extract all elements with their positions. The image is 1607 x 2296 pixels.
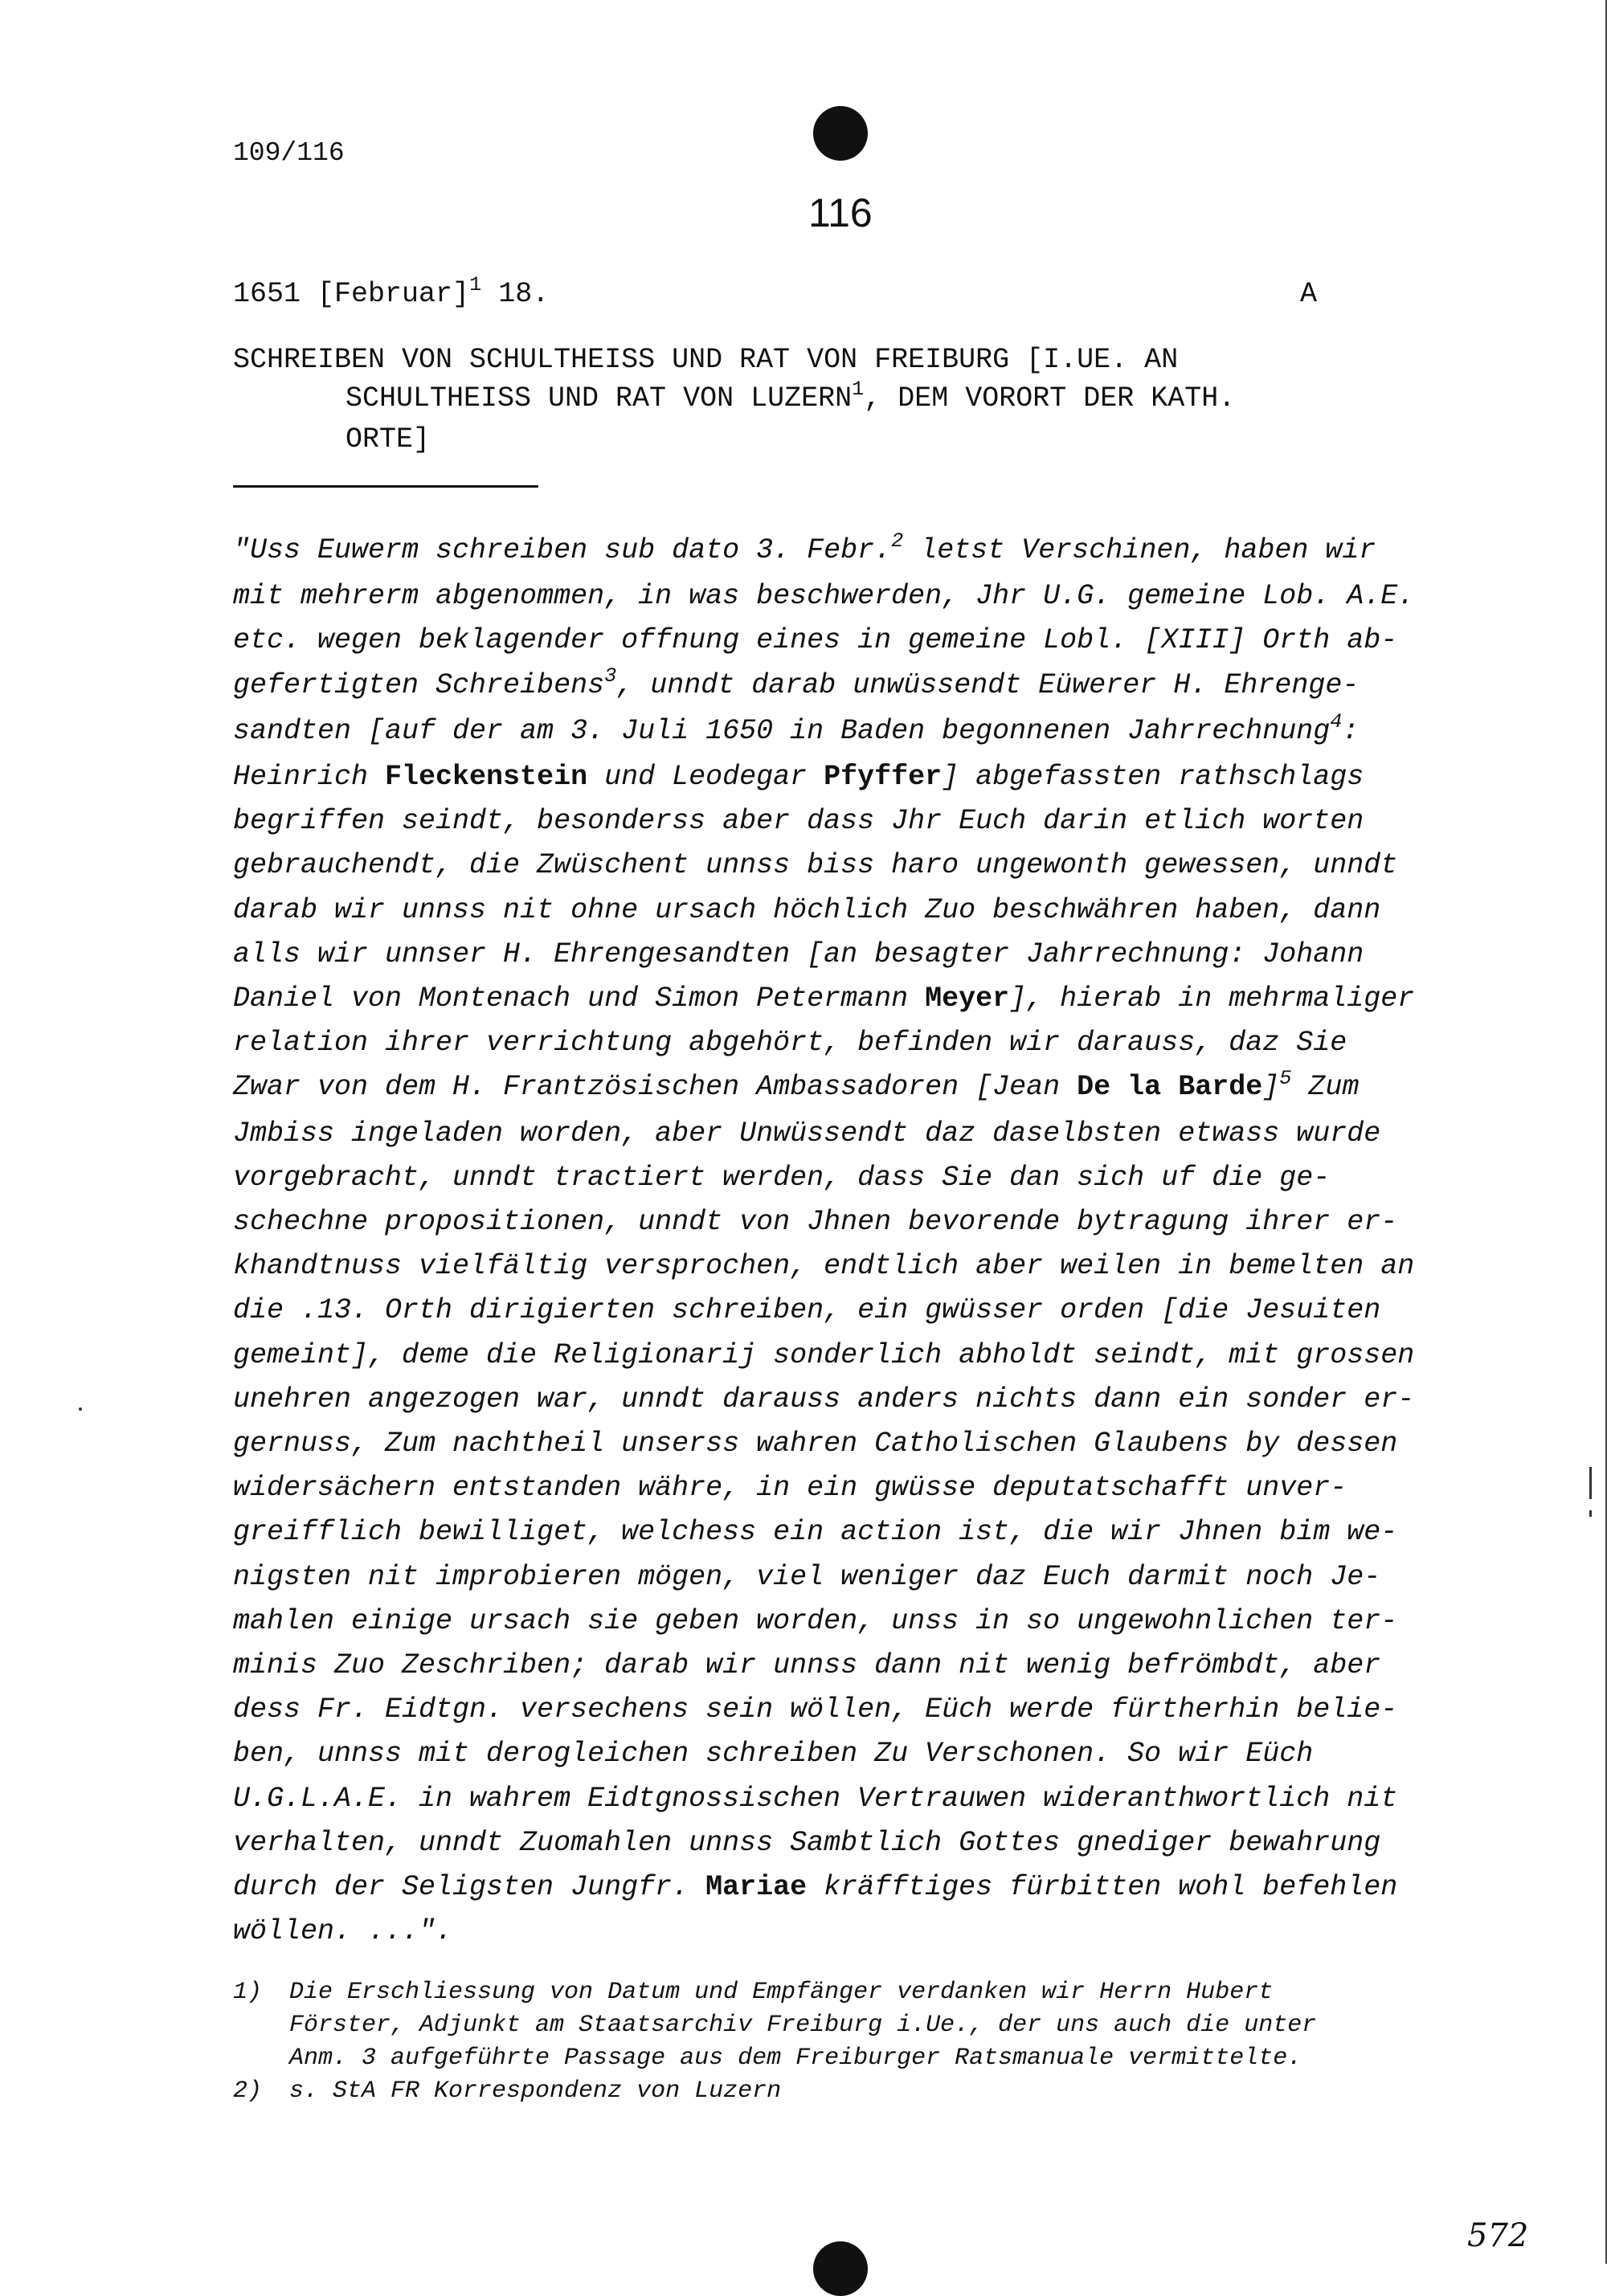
footnote-line: Die Erschliessung von Datum und Empfänger verdanken wir Herrn Hubert — [289, 1979, 1274, 2006]
text-line: darab wir unnss nit ohne ursach höchlich Zuo beschwähren haben, dann — [233, 893, 1381, 926]
title-line: SCHREIBEN VON SCHULTHEISS UND RAT VON FREIBURG [I.UE. AN — [233, 344, 1179, 376]
text-line: die .13. Orth dirigierten schreiben, ein gwüsser orden [die Jesuiten — [233, 1294, 1381, 1327]
text-line: unehren angezogen war, unndt darauss anders nichts dann ein sonder er- — [233, 1383, 1415, 1416]
footnote-ref: 4 — [1330, 709, 1343, 733]
text-run: : — [1342, 714, 1360, 747]
footnote-ref: 2 — [891, 529, 904, 554]
footnote-text — [289, 2075, 1486, 2108]
text-line: etc. wegen beklagender offnung eines in gemeine Lobl. [XIII] Orth ab- — [233, 624, 1398, 657]
text-line: widersächern entstanden währe, in ein gwüsse deputatschafft unver- — [233, 1472, 1347, 1505]
text-line: Jmbiss ingeladen worden, aber Unwüssendt daz daselbsten etwass wurde — [233, 1117, 1381, 1150]
text-line: relation ihrer verrichtung abgehört, befinden wir darauss, daz Sie — [233, 1027, 1347, 1060]
person-name: Fleckenstein — [385, 761, 588, 794]
document-title — [233, 341, 1390, 459]
speck — [79, 1407, 82, 1411]
person-name: Mariae — [705, 1871, 808, 1904]
text-run: Daniel von Montenach und Simon Petermann — [233, 983, 926, 1015]
text-run: Heinrich — [233, 761, 386, 794]
text-line: ben, unnss mit derogleichen schreiben Zu Verschonen. So wir Eüch — [233, 1738, 1314, 1771]
footnote-number: 1) — [233, 1979, 263, 2006]
text-line: vorgebracht, unndt tractiert werden, dass Sie dan sich uf die ge- — [233, 1161, 1331, 1194]
document-reference: 109/116 — [233, 138, 345, 168]
text-run: sandten [auf der am 3. Juli 1650 in Baden begonnenen Jahrrechnung — [233, 714, 1331, 747]
person-name: Meyer — [925, 983, 1010, 1015]
text-line: alls wir unnser H. Ehrengesandten [an besagter Jahrrechnung: Johann — [233, 938, 1364, 970]
title-line: ORTE] — [346, 423, 431, 456]
edge-mark — [1589, 1467, 1592, 1499]
text-line — [233, 1865, 1486, 1910]
text-run: durch der Seligsten Jungfr. — [233, 1871, 706, 1904]
title-text: SCHULTHEISS UND RAT VON LUZERN — [346, 382, 853, 415]
text-run: , unndt darab unwüssendt Eüwerer H. Ehrenge- — [616, 668, 1360, 701]
text-run: ], hierab in mehrmaliger — [1009, 983, 1415, 1015]
text-line: verhalten, unndt Zuomahlen unnss Sambtlich Gottes gnediger bewahrung — [233, 1826, 1381, 1859]
footnote-line: Anm. 3 aufgeführte Passage aus dem Freiburger Ratsmanuale vermittelte. — [289, 2045, 1302, 2072]
text-line: khandtnuss vielfältig versprochen, endtlich aber weilen in bemelten an — [233, 1250, 1415, 1283]
text-run: gefertigten Schreibens — [233, 668, 605, 701]
text-run: letst Verschinen, haben wir — [903, 534, 1376, 566]
text-line: minis Zuo Zeschriben; darab wir unnss dann nit wenig befrömbdt, aber — [233, 1649, 1381, 1682]
text-line: mahlen einige ursach sie geben worden, unss in so ungewohnlichen ter- — [233, 1604, 1398, 1637]
title-line — [233, 379, 1390, 420]
text-line: dess Fr. Eidtgn. versechens sein wöllen, Eüch werde fürtherhin belie- — [233, 1693, 1398, 1726]
text-line: mit mehrerm abgenommen, in was beschwerden, Jhr U.G. gemeine Lob. A.E. — [233, 580, 1415, 613]
text-run: ] abgefassten rathschlags — [942, 761, 1364, 794]
footnote-ref: 1 — [469, 273, 482, 297]
text-line — [233, 1065, 1486, 1111]
text-line — [233, 755, 1486, 799]
handwritten-page-mark: 572 — [1467, 2217, 1529, 2254]
footnote-ref: 5 — [1279, 1066, 1292, 1090]
quoted-letter-text — [233, 529, 1486, 1955]
text-line — [233, 709, 1486, 755]
text-line: schechne propositionen, unndt von Jhnen bevorende bytragung ihrer er- — [233, 1206, 1398, 1239]
text-line: gemeint], deme die Religionarij sonderlich abholdt seindt, mit grossen — [233, 1338, 1415, 1371]
date-day: 18. — [481, 278, 550, 310]
footnote — [233, 1976, 1486, 2075]
separator-rule — [233, 485, 538, 488]
text-line: wöllen. ...". — [233, 1915, 453, 1948]
footnote-ref: 3 — [604, 664, 617, 688]
date-text: 1651 [Februar] — [233, 278, 470, 310]
text-line — [233, 529, 1486, 574]
text-line: nigsten nit improbieren mögen, viel weniger daz Euch darmit noch Je- — [233, 1560, 1381, 1593]
edge-mark — [1589, 1510, 1592, 1517]
footnote-line: Förster, Adjunkt am Staatsarchiv Freiburg i.Ue., der uns auch die unter — [289, 2012, 1317, 2039]
text-run: "Uss Euwerm schreiben sub dato 3. Febr. — [233, 534, 892, 566]
page-number: 116 — [808, 190, 873, 235]
text-line: U.G.L.A.E. in wahrem Eidtgnossischen Vertrauwen wideranthwortlich nit — [233, 1782, 1398, 1815]
document-date — [233, 273, 550, 310]
text-run: ] — [1262, 1071, 1280, 1104]
text-line: gernuss, Zum nachtheil unserss wahren Catholischen Glaubens by dessen — [233, 1428, 1398, 1461]
text-line: greifflich bewilliget, welchess ein action ist, die wir Jhnen bim we- — [233, 1516, 1398, 1549]
person-name: De la Barde — [1077, 1071, 1263, 1104]
person-name: Pfyffer — [824, 761, 943, 794]
text-run: und Leodegar — [587, 761, 824, 794]
text-run: Zum — [1291, 1071, 1360, 1104]
footnotes — [233, 1976, 1486, 2108]
text-run: Zwar von dem H. Frantzösischen Ambassadoren [Jean — [233, 1071, 1077, 1104]
text-line: begriffen seindt, besonderss aber dass Jhr Euch darin etlich worten — [233, 805, 1364, 838]
footnote-number: 2) — [233, 2077, 263, 2105]
footnote-ref: 1 — [852, 378, 865, 402]
text-run: kräfftiges fürbitten wohl befehlen — [807, 1871, 1398, 1904]
footnote-text — [289, 1976, 1486, 2075]
punch-hole-bottom — [813, 2241, 868, 2296]
document-letter: A — [1300, 278, 1318, 310]
text-line: gebrauchendt, die Zwüschent unnss biss haro ungewonth gewessen, unndt — [233, 849, 1398, 882]
footnote-line: s. StA FR Korrespondenz von Luzern — [289, 2077, 782, 2105]
footnote — [233, 2075, 1486, 2108]
title-text: , DEM VORORT DER KATH. — [864, 382, 1236, 415]
text-line — [233, 664, 1486, 709]
punch-hole-top — [813, 106, 868, 161]
text-line — [233, 977, 1486, 1021]
